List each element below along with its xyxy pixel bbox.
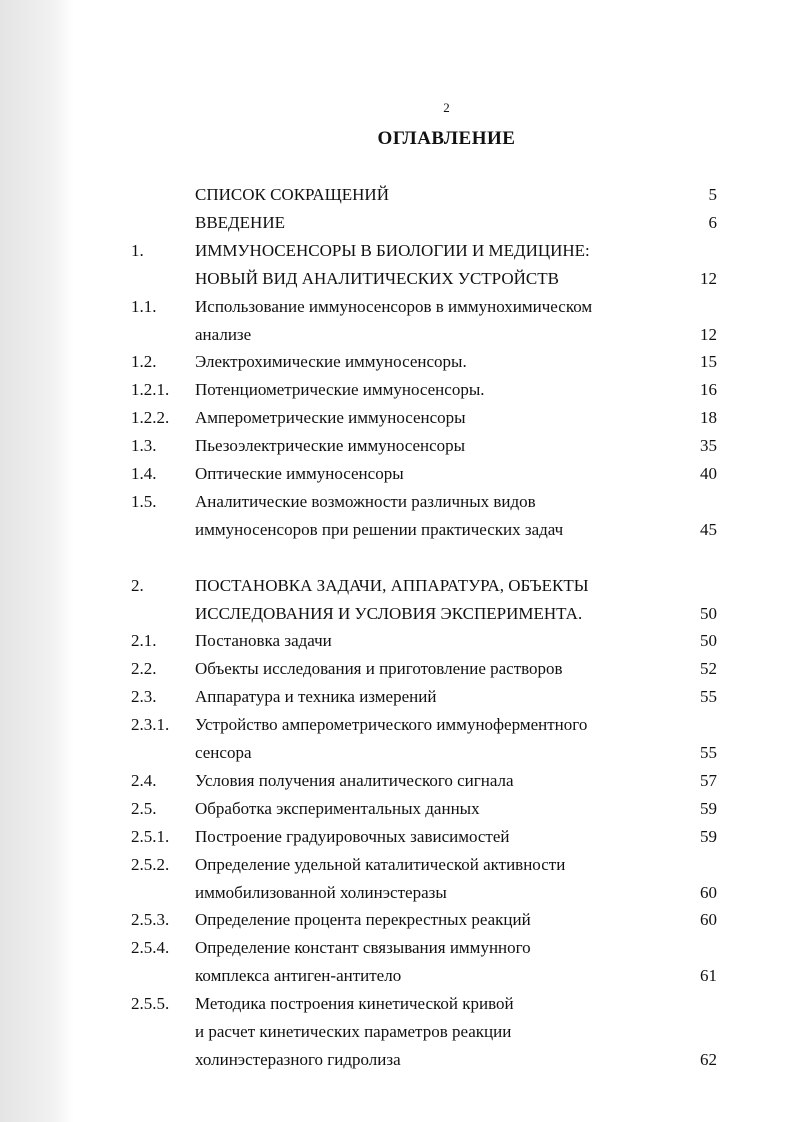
toc-entry [0,181,793,209]
toc-entry-page: 40 [700,464,717,483]
toc-entry-title: Определение процента перекрестных реакций [195,910,531,930]
toc-entry-title: Устройство амперометрического иммуноферментного [195,715,588,735]
toc-entry [0,627,793,655]
toc-entry-page: 18 [700,408,717,428]
toc-entry [0,851,793,879]
toc-entry-title: Электрохимические иммуносенсоры. [195,352,467,372]
toc-entry [0,572,793,600]
toc-entry [0,990,793,1018]
toc-entry-title: Постановка задачи [195,631,332,651]
toc-entry-page: 62 [700,1049,717,1069]
toc-entry [0,683,793,711]
toc-entry-page: 5 [708,185,717,204]
toc-entry [0,795,793,823]
toc-entry-title: Определение констант связывания иммунного [195,938,531,958]
toc-entry [0,962,793,990]
toc-entry-page: 16 [700,380,717,400]
toc-entry-page: 59 [700,826,717,846]
toc-entry-number: 1.2.2. [131,408,170,428]
toc-entry-page: 59 [700,798,717,818]
toc-entry-page: 35 [700,436,717,456]
toc-entry-title: Условия получения аналитического сигнала [195,770,514,790]
toc-entry-page: 15 [700,352,717,372]
toc-entry-title: ПОСТАНОВКА ЗАДАЧИ, АППАРАТУРА, ОБЪЕКТЫ [195,575,589,595]
toc-entry [0,460,793,488]
toc-entry-page: 57 [700,770,717,790]
toc-entry-page: 50 [700,603,717,623]
toc-entry-page: 55 [700,687,717,707]
toc-entry [0,348,793,376]
toc-entry-title: Определение удельной каталитической активности [195,854,566,874]
toc-entry [0,906,793,934]
toc-entry-page: 61 [700,966,717,986]
toc-entry [0,516,793,544]
toc-entry [0,432,793,460]
toc-entry-number: 2.5. [131,798,157,818]
toc-entry-title: ИССЛЕДОВАНИЯ И УСЛОВИЯ ЭКСПЕРИМЕНТА. [195,603,583,623]
toc-entry [0,1018,793,1046]
toc-entry-title: Построение градуировочных зависимостей [195,826,510,846]
toc-entry-number: 1.2.1. [131,380,170,400]
toc-entry-number: 2. [131,575,144,595]
toc-entry-title: НОВЫЙ ВИД АНАЛИТИЧЕСКИХ УСТРОЙСТВ [195,268,559,288]
toc-entry-number: 2.5.5. [131,994,170,1014]
toc-entry-number: 1.1. [131,296,157,316]
toc-entry [0,488,793,516]
toc-entry-title: иммуносенсоров при решении практических задач [195,519,564,539]
toc-entry [0,237,793,265]
toc-entry-title: Объекты исследования и приготовление растворов [195,659,563,679]
toc-entry-number: 2.5.2. [131,854,170,874]
toc-entry-number: 2.1. [131,631,157,651]
toc-entry [0,404,793,432]
toc-entry-title: и расчет кинетических параметров реакции [195,1022,512,1041]
toc-entry-title: СПИСОК СОКРАЩЕНИЙ [195,185,389,204]
toc-entry [0,711,793,739]
toc-entry-number: 2.3.1. [131,715,170,735]
toc-entry-page: 60 [700,882,717,902]
toc-entry-title: Аналитические возможности различных видов [195,491,536,511]
toc-entry-title: Аппаратура и техника измерений [195,687,437,707]
toc-entry-page: 60 [700,910,717,930]
toc-entry-title: Использование иммуносенсоров в иммунохимическом [195,296,593,316]
toc-entry-page: 55 [700,743,717,762]
toc-entry [0,293,793,321]
toc-entry [0,1046,793,1074]
toc-entry-title: Амперометрические иммуносенсоры [195,408,466,428]
toc-entry-title: Потенциометрические иммуносенсоры. [195,380,485,400]
toc-entry-number: 1.2. [131,352,157,372]
toc-entry-number: 1.5. [131,491,157,511]
toc-entry-title: ВВЕДЕНИЕ [195,212,285,232]
toc-entry-title: анализе [195,324,252,344]
toc-entry-title: Методика построения кинетической кривой [195,994,514,1014]
toc-entry-title: Обработка экспериментальных данных [195,798,480,818]
toc-entry [0,321,793,349]
toc-entry-number: 2.3. [131,687,157,707]
toc-entry [0,600,793,628]
toc-entry-page: 6 [708,212,717,232]
toc-entry-page: 12 [700,268,717,288]
toc-entry-number: 2.5.4. [131,938,170,958]
toc-entry-title: Пьезоэлектрические иммуносенсоры [195,436,466,456]
toc-entry-page: 52 [700,659,717,679]
toc-entry [0,739,793,767]
toc-entry [0,823,793,851]
page-number: 2 [443,100,450,115]
toc-entry-page: 50 [700,631,717,651]
toc-entry-title: холинэстеразного гидролиза [195,1049,401,1069]
toc-entry-number: 2.2. [131,659,157,679]
toc-entry [0,209,793,237]
toc-entry [0,655,793,683]
toc-entry [0,767,793,795]
toc-entry-title: Оптические иммуносенсоры [195,464,404,483]
toc-entry-number: 2.5.3. [131,910,170,930]
toc-entry [0,879,793,907]
toc-entry-page: 12 [700,324,717,344]
toc-entry-number: 2.4. [131,770,157,790]
toc-entry-title: иммобилизованной холинэстеразы [195,882,447,902]
toc-entry-number: 1. [131,240,144,260]
toc-entry [0,376,793,404]
toc-entry [0,934,793,962]
toc-entry-number: 1.4. [131,464,157,483]
toc-entry-title: комплекса антиген-антитело [195,966,402,986]
toc-entry [0,265,793,293]
toc-entry-number: 1.3. [131,436,157,456]
toc-entry-number: 2.5.1. [131,826,170,846]
page-title: ОГЛАВЛЕНИЕ [377,128,516,149]
toc-entry-title: сенсора [195,743,252,762]
toc-entry-title: ИММУНОСЕНСОРЫ В БИОЛОГИИ И МЕДИЦИНЕ: [195,240,590,260]
toc-entry-page: 45 [700,519,717,539]
